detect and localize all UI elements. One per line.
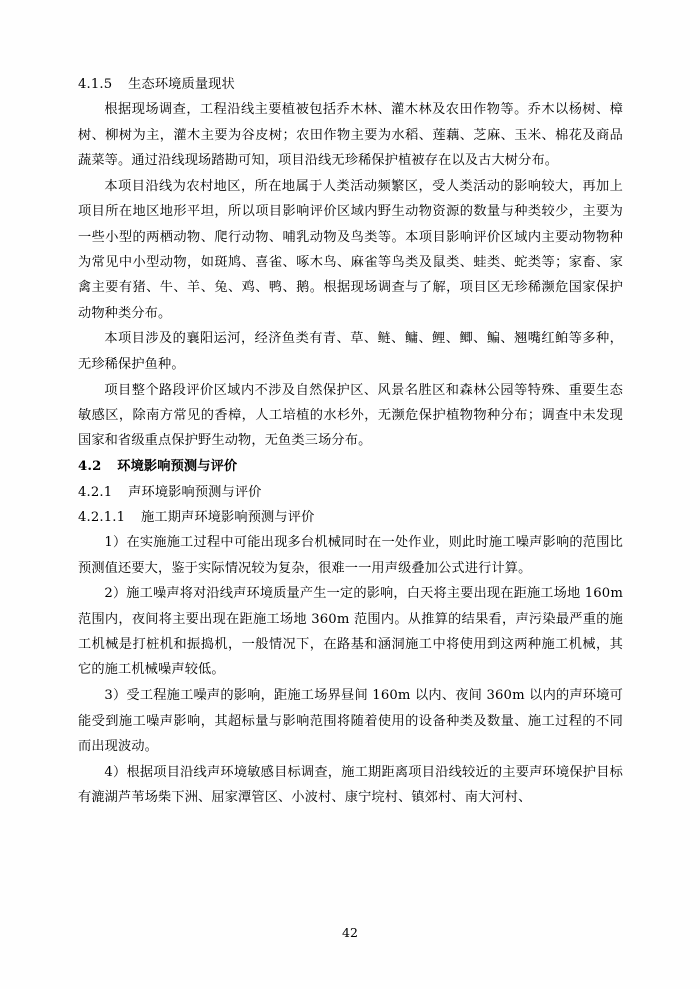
paragraph: 4）根据项目沿线声环境敏感目标调查，施工期距离项目沿线较近的主要声环境保护目标有漉湖芦苇场柴下洲、屈家潭管区、小波村、康宁垸村、镇郊村、南大河村、 <box>78 764 623 806</box>
paragraph: 1）在实施施工过程中可能出现多台机械同时在一处作业，则此时施工噪声影响的范围比预测值还要大，鉴于实际情况较为复杂，很难一一用声级叠加公式进行计算。 <box>78 535 623 576</box>
paragraph: 本项目沿线为农村地区，所在地属于人类活动频繁区，受人类活动的影响较大，再加上项目所在地区地形平坦，所以项目影响评价区域内野生动物资源的数量与种类较少，主要为一些小型的两栖动物、爬行动物、哺乳动物及鸟类等。本项目影响评价区域内主要动物物种为常见中小型动物，如斑鸠、喜雀、啄木鸟、麻雀等鸟类及鼠类、蛙类、蛇类等；家畜、家禽主要有猪、牛、羊、兔、鸡、鸭、鹅。根据现场调查与了解，项目区无珍稀濒危国家保护动物种类分布。 <box>78 178 623 321</box>
page-content <box>78 72 623 811</box>
paragraph: 本项目涉及的襄阳运河，经济鱼类有青、草、鲢、鳙、鲤、鲫、鳊、翘嘴红鲌等多种，无珍稀保护鱼种。 <box>78 331 623 372</box>
paragraph: 2）施工噪声将对沿线声环境质量产生一定的影响，白天将主要出现在距施工场地 160m 范围内，夜间将主要出现在距施工场地 360m 范围内。从推算的结果看，声污染最严重的施工机械是打桩机和振捣机，一般情况下，在路基和涵洞施工中将使用到这两种施工机械，其它的施工机械噪声较低。 <box>78 586 623 678</box>
paragraph: 3）受工程施工噪声的影响，距施工场界昼间 160m 以内、夜间 360m 以内的声环境可能受到施工噪声影响，其超标量与影响范围将随着使用的设备种类及数量、施工过程的不同而出现波动。 <box>78 688 623 754</box>
page-number: 42 <box>342 925 358 940</box>
section-heading-4-2 <box>78 454 623 479</box>
section-heading-4-1-5 <box>78 72 623 97</box>
section-title: 生态环境质量现状 <box>128 77 235 92</box>
section-number: 4.2.1 <box>78 484 113 500</box>
section-heading-4-2-1 <box>78 480 623 505</box>
section-number: 4.2.1.1 <box>78 509 126 525</box>
section-heading-4-2-1-1 <box>78 505 623 530</box>
section-title: 施工期声环境影响预测与评价 <box>141 509 315 525</box>
section-title: 声环境影响预测与评价 <box>128 484 262 500</box>
section-number: 4.1.5 <box>78 77 113 92</box>
section-title: 环境影响预测与评价 <box>117 459 238 475</box>
paragraph: 根据现场调查，工程沿线主要植被包括乔木林、灌木林及农田作物等。乔木以杨树、樟树、柳树为主，灌木主要为谷皮树；农田作物主要为水稻、莲藕、芝麻、玉米、棉花及商品蔬菜等。通过沿线现场踏勘可知，项目沿线无珍稀保护植被存在以及古大树分布。 <box>78 102 623 169</box>
section-number: 4.2 <box>78 459 102 475</box>
paragraph: 项目整个路段评价区域内不涉及自然保护区、风景名胜区和森林公园等特殊、重要生态敏感区，除南方常见的香樟，人工培植的水杉外，无濒危保护植物物种分布；调查中未发现国家和省级重点保护野生动物，无鱼类三场分布。 <box>78 382 623 449</box>
